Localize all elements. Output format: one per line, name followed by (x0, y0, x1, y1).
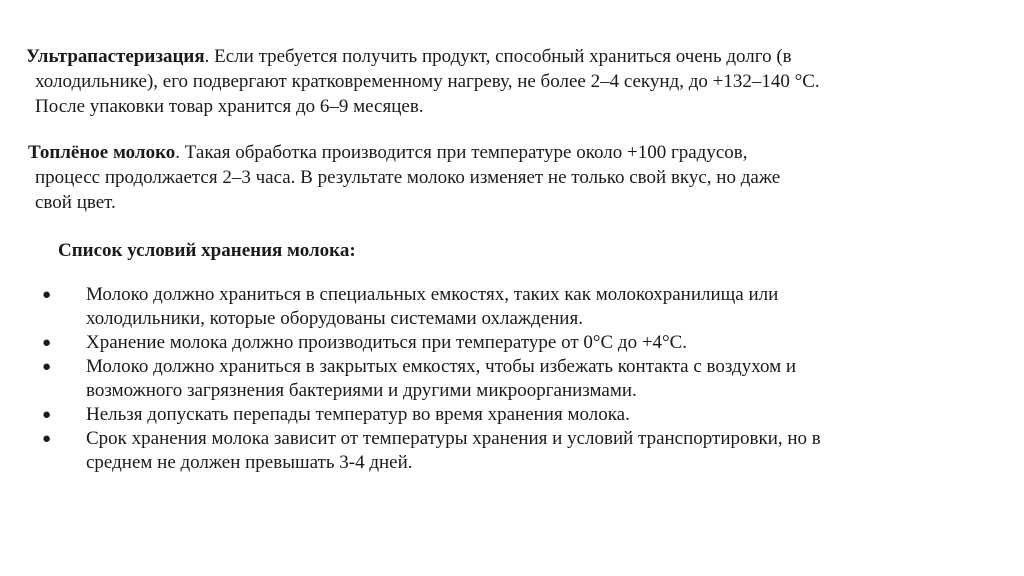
bullet-icon: ● (42, 407, 52, 423)
paragraph-line (26, 44, 820, 69)
list-item-text: холодильники, которые оборудованы системами охлаждения. (86, 308, 583, 329)
list-item (40, 427, 821, 475)
paragraph-line: процесс продолжается 2–3 часа. В результате молоко изменяет не только свой вкус, но даже (35, 167, 781, 188)
list-item (40, 355, 821, 403)
list-item-text: Молоко должно храниться в закрытых емкостях, чтобы избежать контакта с воздухом и (86, 356, 797, 377)
paragraph-line: После упаковки товар хранится до 6–9 месяцев. (35, 96, 424, 117)
paragraph-ultrapasteurization (26, 44, 820, 119)
bullet-icon: ● (42, 287, 52, 303)
paragraph-text: . Если требуется получить продукт, способный храниться очень долго (в (204, 46, 792, 67)
list-item-text: Нельзя допускать перепады температур во время хранения молока. (86, 404, 630, 425)
list-item-text: возможного загрязнения бактериями и другими микроорганизмами. (86, 380, 637, 401)
list-item (40, 283, 821, 331)
paragraph-line: холодильнике), его подвергают кратковременному нагреву, не более 2–4 секунд, до +132–140 °С. (35, 71, 820, 92)
list-item-text: Хранение молока должно производиться при температуре от 0°С до +4°С. (86, 332, 688, 353)
bullet-icon: ● (42, 359, 52, 375)
term-ultrapasteurization: Ультрапастеризация (26, 46, 205, 67)
list-item-text: среднем не должен превышать 3-4 дней. (86, 452, 413, 473)
storage-conditions-list (40, 283, 821, 475)
list-item-text: Срок хранения молока зависит от температуры хранения и условий транспортировки, но в (86, 428, 821, 449)
list-item (40, 331, 821, 355)
paragraph-text: . Такая обработка производится при температуре около +100 градусов, (175, 142, 748, 163)
list-heading: Список условий хранения молока: (58, 240, 356, 261)
list-item-text: Молоко должно храниться в специальных емкостях, таких как молокохранилища или (86, 284, 779, 305)
list-item (40, 403, 821, 427)
paragraph-baked-milk (26, 140, 780, 215)
paragraph-line: свой цвет. (35, 192, 116, 213)
paragraph-line (26, 140, 780, 165)
bullet-icon: ● (42, 335, 52, 351)
term-baked-milk: Топлёное молоко (28, 142, 176, 163)
bullet-icon: ● (42, 431, 52, 447)
